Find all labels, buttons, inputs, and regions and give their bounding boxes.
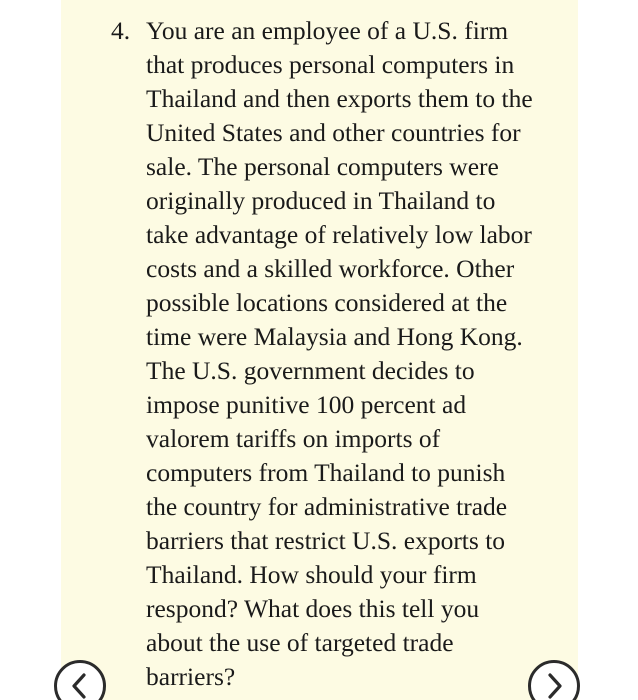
previous-button[interactable] [54,660,106,700]
question-line: valorem tariffs on imports of [146,424,441,453]
question-line: impose punitive 100 percent ad [146,390,467,419]
chevron-left-icon [57,663,103,700]
question-line: originally produced in Thailand to [146,186,496,215]
question-text [146,14,566,694]
question-line: the country for administrative trade [146,492,508,521]
question-line: sale. The personal computers were [146,152,499,181]
question-line: Thailand and then exports them to the [146,84,533,113]
question-line: about the use of targeted trade [146,628,454,657]
question-line: barriers? [146,662,236,691]
question-line: respond? What does this tell you [146,594,480,623]
question-line: You are an employee of a U.S. firm [146,16,509,45]
question-number: 4. [111,16,131,45]
question-line: costs and a skilled workforce. Other [146,254,515,283]
question-line: possible locations considered at the [146,288,508,317]
chevron-right-icon [531,663,577,700]
question-line: Thailand. How should your firm [146,560,477,589]
question-line: United States and other countries for [146,118,521,147]
next-button[interactable] [528,660,580,700]
question-line: that produces personal computers in [146,50,515,79]
question-line: time were Malaysia and Hong Kong. [146,322,523,351]
question-line: computers from Thailand to punish [146,458,506,487]
question-line: take advantage of relatively low labor [146,220,532,249]
question-line: The U.S. government decides to [146,356,475,385]
clipped-previous-text [146,0,526,6]
question-line: barriers that restrict U.S. exports to [146,526,506,555]
